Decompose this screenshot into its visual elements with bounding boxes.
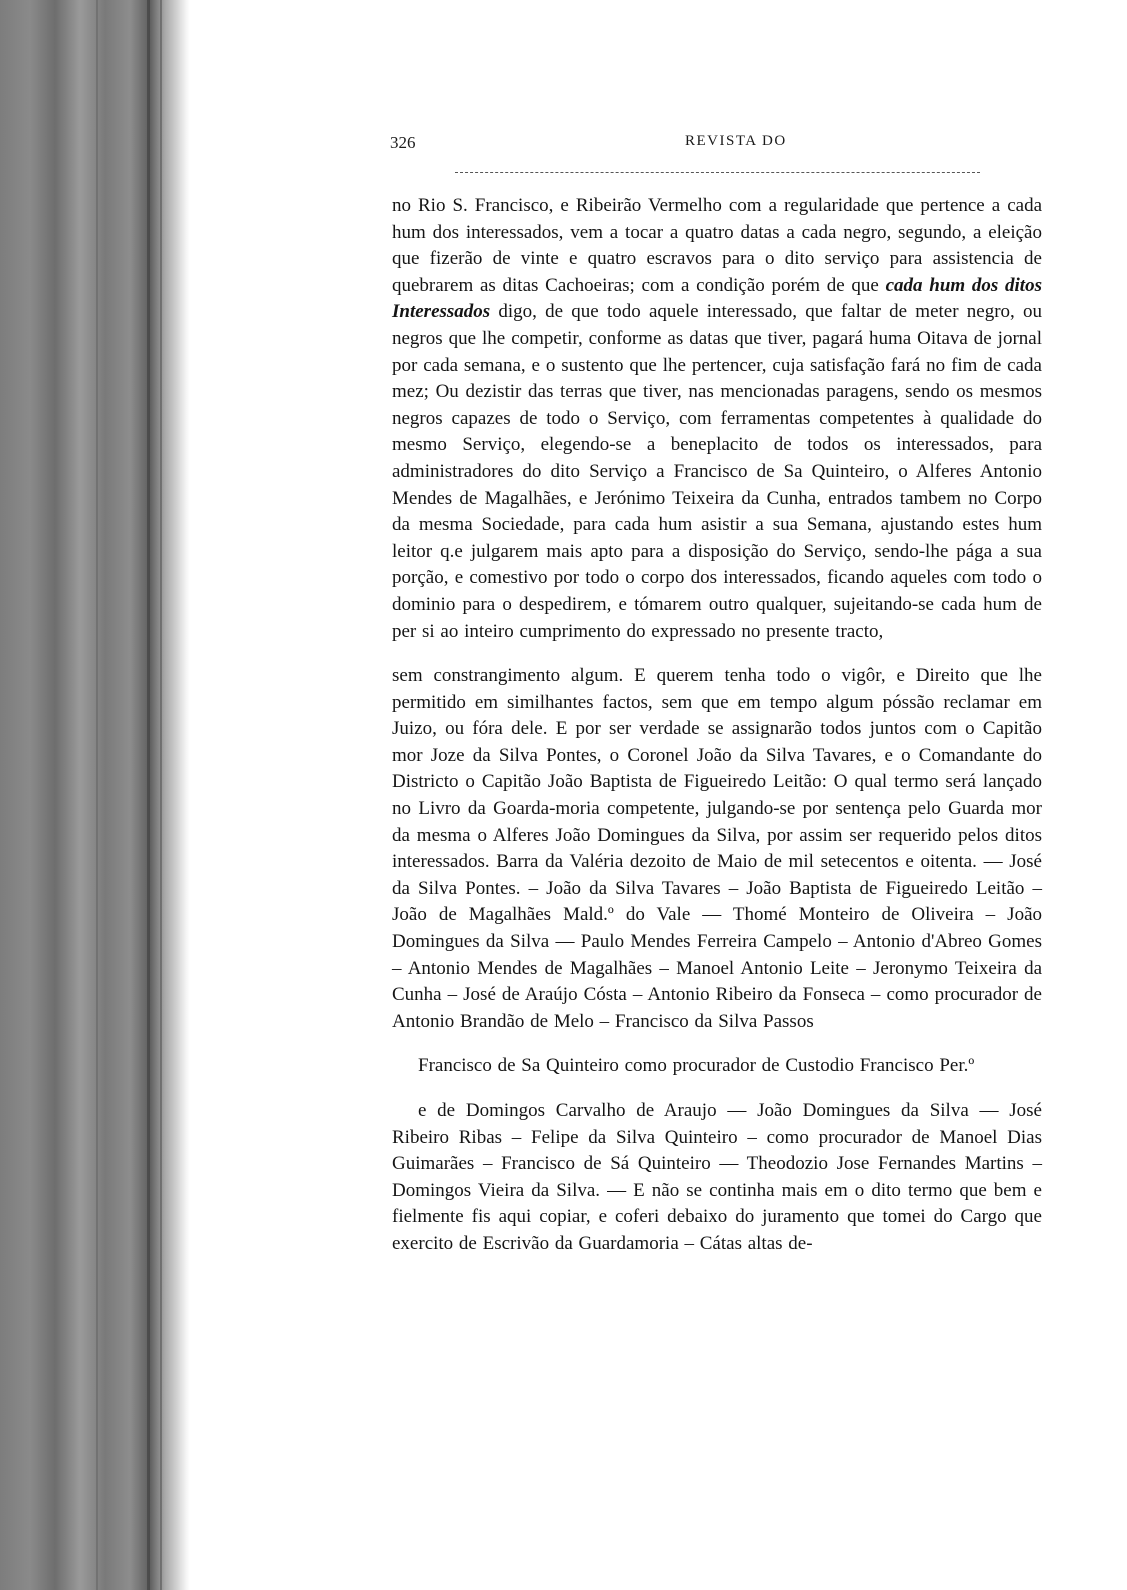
book-spine-shadow (0, 0, 190, 1590)
spine-crease (96, 0, 98, 1590)
emphasized-text: cada hum dos ditos Interessados (392, 274, 1042, 323)
page-number: 326 (390, 133, 416, 152)
body-text (392, 193, 1042, 1258)
paragraph (392, 1053, 1042, 1080)
paragraph-text: Francisco de Sa Quinteiro como procurador de Custodio Francisco Per.º (418, 1055, 975, 1077)
paragraph-text: no Rio S. Francisco, e Ribeirão Vermelho com a regularidade que pertence a cada hum dos interessados, vem a tocar a quatro datas a cada negro, segundo, a eleição que fizerão de vinte e quatro escravos para o dito serviço para assistencia de quebrarem as ditas Cachoeiras; com a condição porém de que (392, 195, 1042, 296)
paragraph-text: digo, de que todo aquele interessado, que faltar de meter negro, ou negros que lhe competir, conforme as datas que tiver, pagará huma Oitava de jornal por cada semana, e o sustento que lhe pertencer, cuja satisfação fará no fim de cada mez; Ou dezistir das terras que tiver, nas mencionadas paragens, sendo os mesmos negros capazes de todo o Serviço, com ferramentas competentes à qualidade do mesmo Serviço, elegendo-se a beneplacito de todos os interessados, para administradores do dito Serviço a Francisco de Sa Quinteiro, o Alferes Antonio Mendes de Magalhães, e Jerónimo Teixeira da Cunha, entrados tambem no Corpo da mesma Sociedade, para cada hum asistir a sua Semana, ajustando estes hum leitor q.e julgarem mais apto para a disposição do Serviço, sendo-lhe pága a sua porção, e comestivo por todo o corpo dos interessados, ficando aqueles com todo o dominio para o despedirem, e tómarem outro qualquer, sujeitando-se cada hum de per si ao inteiro cumprimento do expressado no presente tracto, (392, 301, 1042, 642)
paragraph (392, 193, 1042, 645)
paragraph (392, 663, 1042, 1035)
paragraph (392, 1098, 1042, 1258)
spine-crease (160, 0, 162, 1590)
spine-crease (147, 0, 150, 1590)
header-rule (455, 172, 980, 173)
paragraph-text: e de Domingos Carvalho de Araujo — João Domingues da Silva — José Ribeiro Ribas – Felipe da Silva Quinteiro – como procurador de Manoel Dias Guimarães – Francisco de Sá Quinteiro — Theodozio Jose Fernandes Martins – Domingos Vieira da Silva. — E não se continha mais em o dito termo que bem e fielmente fis aqui copiar, e coferi debaixo do juramento que tomei do Cargo que exercito de Escrivão da Guardamoria – Cátas altas de- (392, 1100, 1042, 1254)
running-head: REVISTA DO (685, 133, 787, 149)
page-header (390, 133, 1040, 161)
paragraph-text: sem constrangimento algum. E querem tenha todo o vigôr, e Direito que lhe permitido em similhantes factos, sem que em tempo algum póssão reclamar em Juizo, ou fóra dele. E por ser verdade se assignarão todos juntos com o Capitão mor Joze da Silva Pontes, o Coronel João da Silva Tavares, e o Comandante do Districto o Capitão João Baptista de Figueiredo Leitão: O qual termo será lançado no Livro da Goarda-moria competente, julgando-se por sentença pelo Guarda mor da mesma o Alferes João Domingues da Silva, por assim ser requerido pelos ditos interessados. Barra da Valéria dezoito de Maio de mil setecentos e oitenta. — José da Silva Pontes. – João da Silva Tavares – João Baptista de Figueiredo Leitão – João de Magalhães Mald.º do Vale — Thomé Monteiro de Oliveira – João Domingues da Silva — Paulo Mendes Ferreira Campelo – Antonio d'Abreo Gomes – Antonio Mendes de Magalhães – Manoel Antonio Leite – Jeronymo Teixeira da Cunha – José de Araújo Cósta – Antonio Ribeiro da Fonseca – como procurador de Antonio Brandão de Melo – Francisco da Silva Passos (392, 665, 1042, 1032)
